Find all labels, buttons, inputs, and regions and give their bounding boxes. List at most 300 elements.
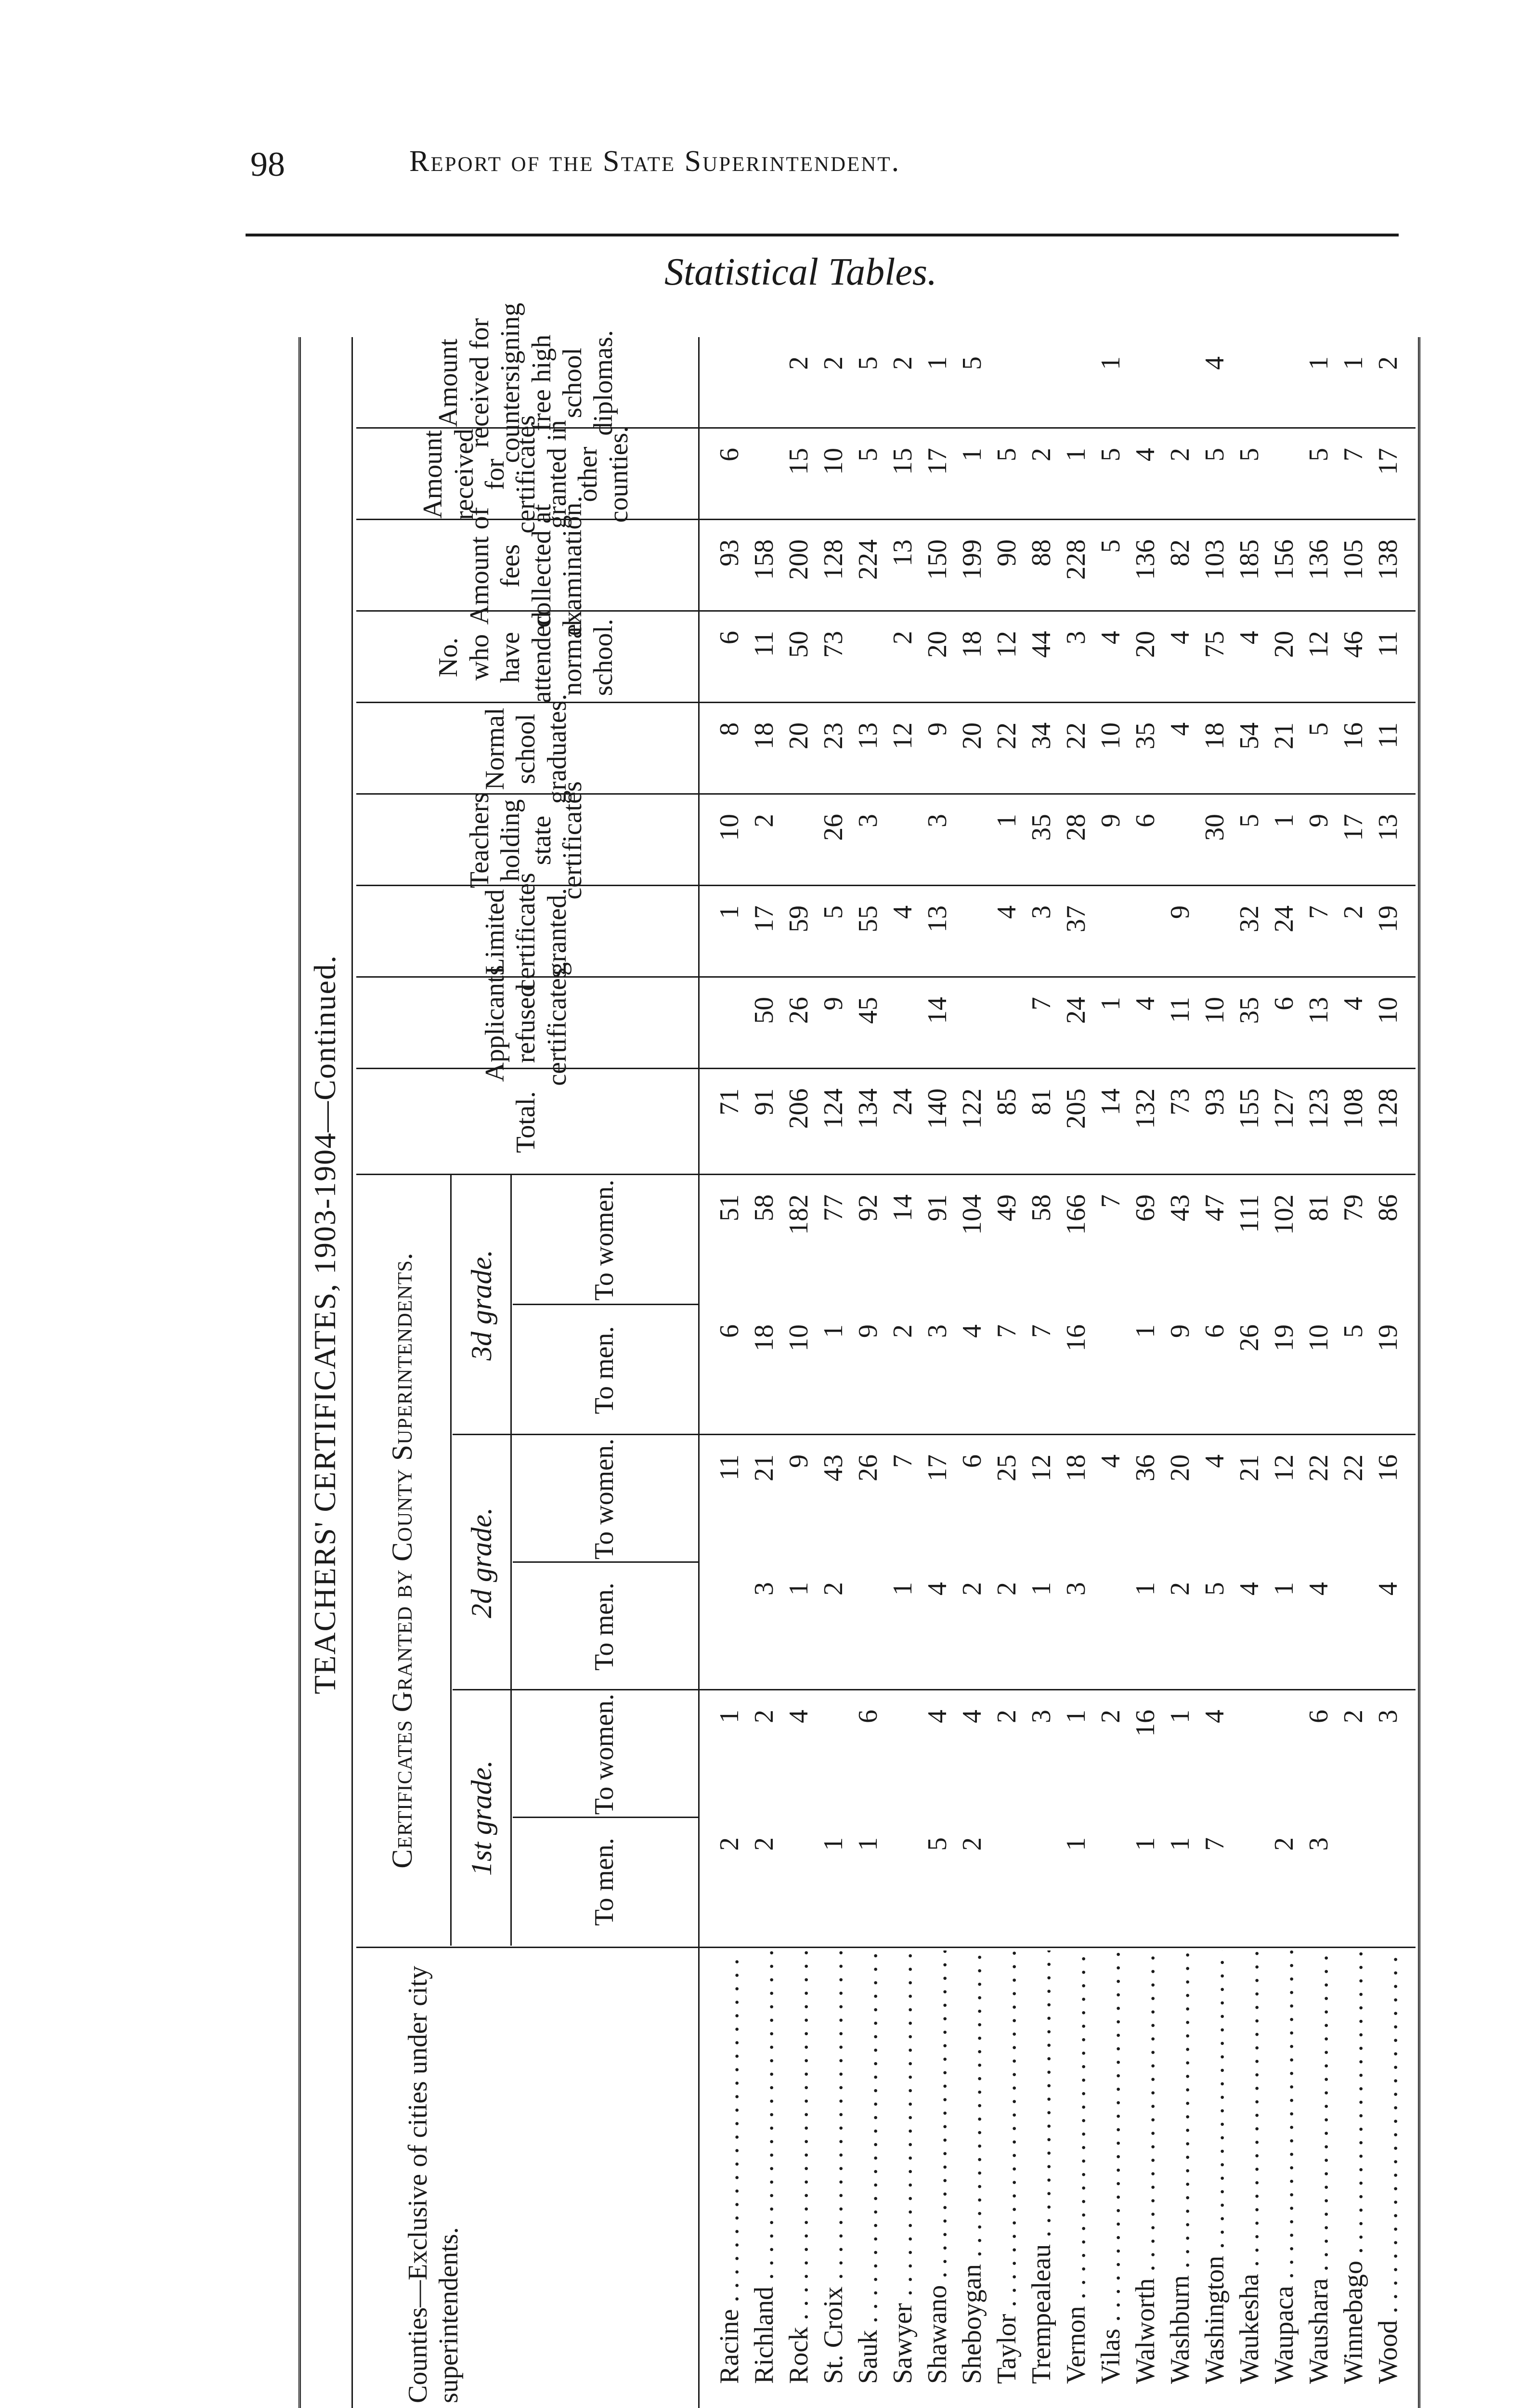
table-cell: 20	[1269, 631, 1299, 658]
table-cell: 2	[784, 356, 814, 370]
table-cell: 43	[818, 1454, 848, 1481]
grade-3-men-header: To men.	[589, 1326, 619, 1414]
table-cell: 103	[1200, 539, 1230, 580]
table-cell	[955, 997, 989, 1069]
table-cell: 30	[1200, 814, 1230, 841]
table-cell: 2	[992, 1710, 1022, 1723]
table-cell: 73	[818, 631, 848, 658]
table-cell: 182	[784, 1194, 814, 1235]
county-name: Rock . . .	[782, 1950, 816, 2384]
table-cell: 2	[1338, 905, 1368, 919]
table-cell: 26	[784, 997, 814, 1024]
table-cell: 1	[715, 1710, 744, 1723]
county-name: Sawyer . . .	[886, 1950, 920, 2384]
table-cell: 17	[749, 905, 779, 932]
table-cell: 10	[1200, 997, 1230, 1024]
table-cell: 7	[1026, 997, 1056, 1010]
table-cell: 5	[957, 356, 987, 370]
table-cell: 77	[818, 1194, 848, 1221]
county-name: Taylor . . .	[990, 1950, 1024, 2384]
table-cell: 5	[1096, 539, 1126, 553]
column-header-6: Amount of fees collected at examination.	[464, 496, 587, 636]
county-name: Waushara . . .	[1302, 1950, 1336, 2384]
table-cell	[990, 356, 1024, 429]
table-cell: 93	[1200, 1088, 1230, 1115]
table-cell: 11	[1373, 631, 1403, 657]
table-cell: 20	[922, 631, 952, 658]
table-cell: 7	[1304, 905, 1334, 919]
table-cell: 9	[1165, 1324, 1195, 1338]
table-cell: 6	[715, 1324, 744, 1338]
table-cell: 1	[1061, 1837, 1091, 1851]
table-cell	[851, 631, 885, 703]
table-cell: 2	[818, 1582, 848, 1596]
table-cell: 1	[715, 905, 744, 919]
table-cell: 45	[853, 997, 883, 1024]
table-cell: 24	[1061, 997, 1091, 1024]
table-cell: 1	[1096, 356, 1126, 370]
table-cell: 81	[1304, 1194, 1334, 1221]
table-cell: 150	[922, 539, 952, 580]
sub-separator-3	[513, 1304, 698, 1305]
table-cell: 12	[1269, 1454, 1299, 1481]
table-cell: 36	[1130, 1454, 1160, 1481]
county-name: Washington . . .	[1198, 1950, 1232, 2384]
table-cell: 3	[1061, 1582, 1091, 1596]
table-cell: 22	[992, 722, 1022, 749]
table-cell: 1	[1130, 1582, 1160, 1596]
table-cell: 2	[1165, 448, 1195, 461]
table-cell: 51	[715, 1194, 744, 1221]
table-cell: 140	[922, 1088, 952, 1129]
table-cell: 136	[1304, 539, 1334, 580]
table-cell: 13	[853, 722, 883, 749]
group-rule	[450, 1175, 452, 1946]
county-name: St. Croix . . .	[817, 1950, 850, 2384]
table-cell: 7	[1026, 1324, 1056, 1338]
table-cell	[1267, 356, 1301, 429]
table-cell: 199	[957, 539, 987, 580]
table-cell	[990, 1837, 1024, 1946]
table-cell: 4	[957, 1324, 987, 1338]
table-cell	[1025, 1837, 1058, 1946]
table-cell: 50	[749, 997, 779, 1024]
table-cell: 25	[992, 1454, 1022, 1481]
table-cell: 11	[715, 1454, 744, 1480]
table-cell: 28	[1061, 814, 1091, 841]
table-cell: 200	[784, 539, 814, 580]
table-cell: 75	[1200, 631, 1230, 658]
table-cell: 1	[888, 1582, 918, 1596]
table-cell: 49	[992, 1194, 1022, 1221]
table-cell: 5	[818, 905, 848, 919]
table-cell: 18	[1200, 722, 1230, 749]
table-cell: 9	[818, 997, 848, 1010]
table-cell: 6	[1269, 997, 1299, 1010]
table-cell	[1337, 1582, 1370, 1690]
grade-2-header: 2d grade.	[465, 1507, 497, 1618]
table-cell: 4	[1130, 448, 1160, 461]
table-cell	[955, 905, 989, 978]
table-cell: 11	[749, 631, 779, 657]
table-cell: 4	[1234, 631, 1264, 644]
table-cell: 5	[1304, 722, 1334, 736]
table-cell: 1	[922, 356, 952, 370]
table-cell: 4	[922, 1582, 952, 1596]
table-cell	[886, 814, 920, 886]
table-cell: 34	[1026, 722, 1056, 749]
table-cell: 20	[957, 722, 987, 749]
table-cell: 24	[1269, 905, 1299, 932]
table-cell: 2	[749, 814, 779, 827]
table-cell: 26	[1234, 1324, 1264, 1351]
header-bottom-rule	[698, 337, 700, 2408]
table-cell: 35	[1234, 997, 1264, 1024]
grade-3-header: 3d grade.	[465, 1250, 497, 1361]
table-cell	[1094, 1324, 1128, 1435]
table-cell: 4	[1165, 722, 1195, 736]
table-cell: 2	[1373, 356, 1403, 370]
table-cell: 3	[1061, 631, 1091, 644]
table-cell: 16	[1061, 1324, 1091, 1351]
county-name: Richland . . .	[747, 1950, 781, 2384]
table-cell: 35	[1130, 722, 1160, 749]
table-cell: 9	[1096, 814, 1126, 827]
county-name: Waukesha . . .	[1233, 1950, 1266, 2384]
title-rule	[351, 337, 353, 2408]
table-cell: 26	[818, 814, 848, 841]
table-cell: 12	[888, 722, 918, 749]
county-name: Waupaca . . .	[1267, 1950, 1301, 2384]
table-cell: 12	[1026, 1454, 1056, 1481]
table-cell: 1	[1061, 448, 1091, 461]
table-cell: 10	[818, 448, 848, 475]
table-cell: 21	[1234, 1454, 1264, 1481]
table-cell: 3	[1304, 1837, 1334, 1851]
table-cell	[817, 1710, 850, 1818]
rotated-table	[299, 302, 1420, 2408]
table-cell: 3	[749, 1582, 779, 1596]
county-name: Sheboygan . . .	[955, 1950, 989, 2384]
table-cell: 21	[1269, 722, 1299, 749]
table-cell: 55	[853, 905, 883, 932]
table-cell: 4	[1200, 1454, 1230, 1468]
table-cell: 5	[1234, 814, 1264, 827]
county-name: Trempealeau . . .	[1025, 1950, 1058, 2384]
table-cell	[1163, 814, 1197, 886]
table-cell: 58	[1026, 1194, 1056, 1221]
table-cell: 13	[1373, 814, 1403, 841]
column-header-1: Applicants refused certificates.	[480, 961, 572, 1086]
table-cell: 13	[888, 539, 918, 566]
table-cell: 26	[853, 1454, 883, 1481]
table-cell: 2	[1338, 1710, 1368, 1723]
table-cell: 37	[1061, 905, 1091, 932]
table-cell: 3	[922, 814, 952, 827]
table-cell: 1	[992, 814, 1022, 827]
table-cell: 19	[1373, 1324, 1403, 1351]
table-cell: 86	[1373, 1194, 1403, 1221]
grade-2-women-header: To women.	[589, 1438, 619, 1560]
table-cell: 20	[784, 722, 814, 749]
table-cell: 19	[1373, 905, 1403, 932]
table-cell: 2	[1165, 1582, 1195, 1596]
table-cell: 7	[1096, 1194, 1126, 1208]
table-cell: 4	[1096, 1454, 1126, 1468]
table-cell: 6	[1304, 1710, 1334, 1723]
table-cell: 21	[749, 1454, 779, 1481]
grade-rule	[510, 1175, 512, 1946]
county-name: Vernon . . .	[1059, 1950, 1093, 2384]
table-cell: 102	[1269, 1194, 1299, 1235]
table-cell: 205	[1061, 1088, 1091, 1129]
table-cell: 105	[1338, 539, 1368, 580]
table-cell: 166	[1061, 1194, 1091, 1235]
table-cell: 43	[1165, 1194, 1195, 1221]
column-header-2: Limited certificates granted.	[480, 873, 572, 991]
table-cell: 156	[1269, 539, 1299, 580]
table-cell: 4	[1234, 1582, 1264, 1596]
grade-1-header: 1st grade.	[465, 1760, 497, 1876]
table-cell: 18	[749, 722, 779, 749]
table-cell: 10	[1304, 1324, 1334, 1351]
table-cell: 6	[853, 1710, 883, 1723]
table-cell: 6	[715, 631, 744, 644]
table-cell: 10	[784, 1324, 814, 1351]
table-cell: 138	[1373, 539, 1403, 580]
table-cell	[1059, 356, 1093, 429]
table-cell	[1129, 356, 1162, 429]
table-cell: 54	[1234, 722, 1264, 749]
table-cell: 136	[1130, 539, 1160, 580]
table-cell: 2	[749, 1837, 779, 1851]
table-cell: 124	[818, 1088, 848, 1129]
table-cell: 5	[922, 1837, 952, 1851]
table-cell: 2	[957, 1837, 987, 1851]
table-cell: 91	[749, 1088, 779, 1115]
table-cell: 2	[992, 1582, 1022, 1596]
table-cell: 32	[1234, 905, 1264, 932]
column-header-8: Amount received for countersigning free high school diplomas.	[433, 302, 619, 463]
table-cell: 20	[1130, 631, 1160, 658]
table-cell: 1	[1269, 1582, 1299, 1596]
table-cell: 4	[1165, 631, 1195, 644]
header-rule	[246, 234, 1399, 236]
table-cell: 6	[1200, 1324, 1230, 1338]
table-cell: 22	[1338, 1454, 1368, 1481]
table-cell: 12	[992, 631, 1022, 658]
table-cell	[1094, 1582, 1128, 1690]
table-cell: 5	[1338, 1324, 1368, 1338]
table-cell: 9	[1304, 814, 1334, 827]
table-cell: 12	[1304, 631, 1334, 658]
column-header-3: Teachers holding state certificates	[464, 781, 587, 900]
table-cell: 5	[1200, 448, 1230, 461]
total-header: Total.	[511, 1091, 541, 1153]
table-cell: 79	[1338, 1194, 1368, 1221]
running-head: Report of the State Superintendent.	[409, 145, 901, 178]
table-cell: 14	[922, 997, 952, 1024]
county-name: Winnebago . . .	[1337, 1950, 1370, 2384]
table-cell: 132	[1130, 1088, 1160, 1129]
table-cell: 108	[1338, 1088, 1368, 1129]
table-cell: 1	[1026, 1582, 1056, 1596]
table-cell: 23	[818, 722, 848, 749]
table-cell: 134	[853, 1088, 883, 1129]
table-cell: 17	[922, 448, 952, 475]
table-cell: 3	[1026, 1710, 1056, 1723]
table-cell	[1094, 905, 1128, 978]
table-cell: 91	[922, 1194, 952, 1221]
table-cell	[990, 997, 1024, 1069]
table-cell: 4	[1200, 356, 1230, 370]
table-cell	[851, 1582, 885, 1690]
table-cell: 11	[1165, 997, 1195, 1023]
table-cell: 5	[853, 356, 883, 370]
table-cell: 9	[1165, 905, 1195, 919]
table-cell: 104	[957, 1194, 987, 1235]
table-cell: 69	[1130, 1194, 1160, 1221]
table-cell: 11	[1373, 722, 1403, 748]
table-cell: 4	[1373, 1582, 1403, 1596]
table-cell: 5	[1234, 448, 1264, 461]
table-cell: 2	[749, 1710, 779, 1723]
table-cell: 81	[1026, 1088, 1056, 1115]
table-cell: 1	[1061, 1710, 1091, 1723]
table-cell: 8	[715, 722, 744, 736]
table-cell	[713, 356, 746, 429]
table-cell: 4	[784, 1710, 814, 1723]
table-cell	[1025, 356, 1058, 429]
page-number: 98	[250, 145, 285, 183]
table-cell: 2	[1096, 1710, 1126, 1723]
table-cell: 1	[1165, 1837, 1195, 1851]
table-cell: 9	[784, 1454, 814, 1468]
table-cell	[1233, 1837, 1266, 1946]
table-cell: 59	[784, 905, 814, 932]
table-title: TEACHERS' CERTIFICATES, 1903-1904—Continued.	[308, 955, 342, 1694]
table-cell: 93	[715, 539, 744, 566]
table-cell: 16	[1130, 1710, 1160, 1737]
table-cell: 19	[1269, 1324, 1299, 1351]
table-cell: 2	[1269, 1837, 1299, 1851]
table-cell: 7	[1200, 1837, 1230, 1851]
table-cell: 4	[1096, 631, 1126, 644]
table-cell	[713, 1582, 746, 1690]
table-cell: 1	[853, 1837, 883, 1851]
table-cell: 185	[1234, 539, 1264, 580]
table-cell: 2	[888, 631, 918, 644]
table-cell: 15	[888, 448, 918, 475]
table-cell: 155	[1234, 1088, 1264, 1129]
table-cell: 1	[818, 1837, 848, 1851]
table-cell: 206	[784, 1088, 814, 1129]
table-cell: 1	[1165, 1710, 1195, 1723]
table-cell	[1198, 905, 1232, 978]
table-cell: 1	[957, 448, 987, 461]
table-cell	[886, 1710, 920, 1818]
table-cell: 122	[957, 1088, 987, 1129]
table-cell: 4	[1130, 997, 1160, 1010]
table-cell: 22	[1304, 1454, 1334, 1481]
table-cell: 7	[992, 1324, 1022, 1338]
table-cell: 5	[1200, 1582, 1230, 1596]
table-cell: 224	[853, 539, 883, 580]
table-cell: 1	[1130, 1324, 1160, 1338]
table-cell: 16	[1373, 1454, 1403, 1481]
table-cell: 1	[818, 1324, 848, 1338]
table-cell: 5	[992, 448, 1022, 461]
county-name: Racine . . .	[713, 1950, 746, 2384]
table-cell: 1	[1304, 356, 1334, 370]
table-cell: 73	[1165, 1088, 1195, 1115]
table-cell: 2	[1026, 448, 1056, 461]
table-cell: 16	[1338, 722, 1368, 749]
table-cell: 7	[888, 1454, 918, 1468]
table-cell: 228	[1061, 539, 1091, 580]
table-cell: 4	[1304, 1582, 1334, 1596]
table-cell: 158	[749, 539, 779, 580]
table-cell: 24	[888, 1088, 918, 1115]
table-cell: 4	[992, 905, 1022, 919]
table-cell: 5	[1096, 448, 1126, 461]
sub-separator-1	[513, 1817, 698, 1818]
table-cell: 15	[784, 448, 814, 475]
table-cell: 10	[1096, 722, 1126, 749]
table-cell: 44	[1026, 631, 1056, 658]
table-cell: 3	[853, 814, 883, 827]
table-cell	[747, 356, 781, 429]
table-cell: 6	[715, 448, 744, 461]
county-name: Walworth . . .	[1129, 1950, 1162, 2384]
county-name: Vilas . . .	[1094, 1950, 1128, 2384]
group-header: Certificates Granted by County Superintendents.	[386, 1252, 418, 1869]
table-cell: 2	[888, 1324, 918, 1338]
table-cell: 128	[818, 539, 848, 580]
table-cell: 58	[749, 1194, 779, 1221]
grade-3-women-header: To women.	[589, 1179, 619, 1301]
county-separator	[356, 1947, 1416, 1948]
table-cell	[1267, 1710, 1301, 1818]
table-cell: 9	[922, 722, 952, 736]
table-cell: 128	[1373, 1088, 1403, 1129]
table-cell	[782, 1837, 816, 1946]
grade-2-men-header: To men.	[589, 1583, 619, 1671]
table-cell: 20	[1165, 1454, 1195, 1481]
table-cell: 3	[1373, 1710, 1403, 1723]
table-cell	[1337, 1837, 1370, 1946]
table-cell: 6	[957, 1454, 987, 1468]
table-cell: 4	[922, 1710, 952, 1723]
table-cell: 17	[1373, 448, 1403, 475]
table-cell: 17	[922, 1454, 952, 1481]
county-name: Washburn . . .	[1163, 1950, 1197, 2384]
county-name: Sauk . . .	[851, 1950, 885, 2384]
table-cell	[1371, 1837, 1405, 1946]
table-cell: 123	[1304, 1088, 1334, 1129]
table-cell: 2	[715, 1837, 744, 1851]
table-cell: 14	[1096, 1088, 1126, 1115]
column-header-7: Amount received for certificates granted in other counties.	[418, 415, 634, 534]
table-cell: 2	[818, 356, 848, 370]
table-cell: 127	[1269, 1088, 1299, 1129]
table-cell: 1	[1096, 997, 1126, 1010]
column-header-4: Normal school graduates.	[480, 694, 572, 804]
table-cell	[1094, 1837, 1128, 1946]
table-cell	[713, 997, 746, 1069]
table-cell: 4	[888, 905, 918, 919]
table-cell: 9	[853, 1324, 883, 1338]
